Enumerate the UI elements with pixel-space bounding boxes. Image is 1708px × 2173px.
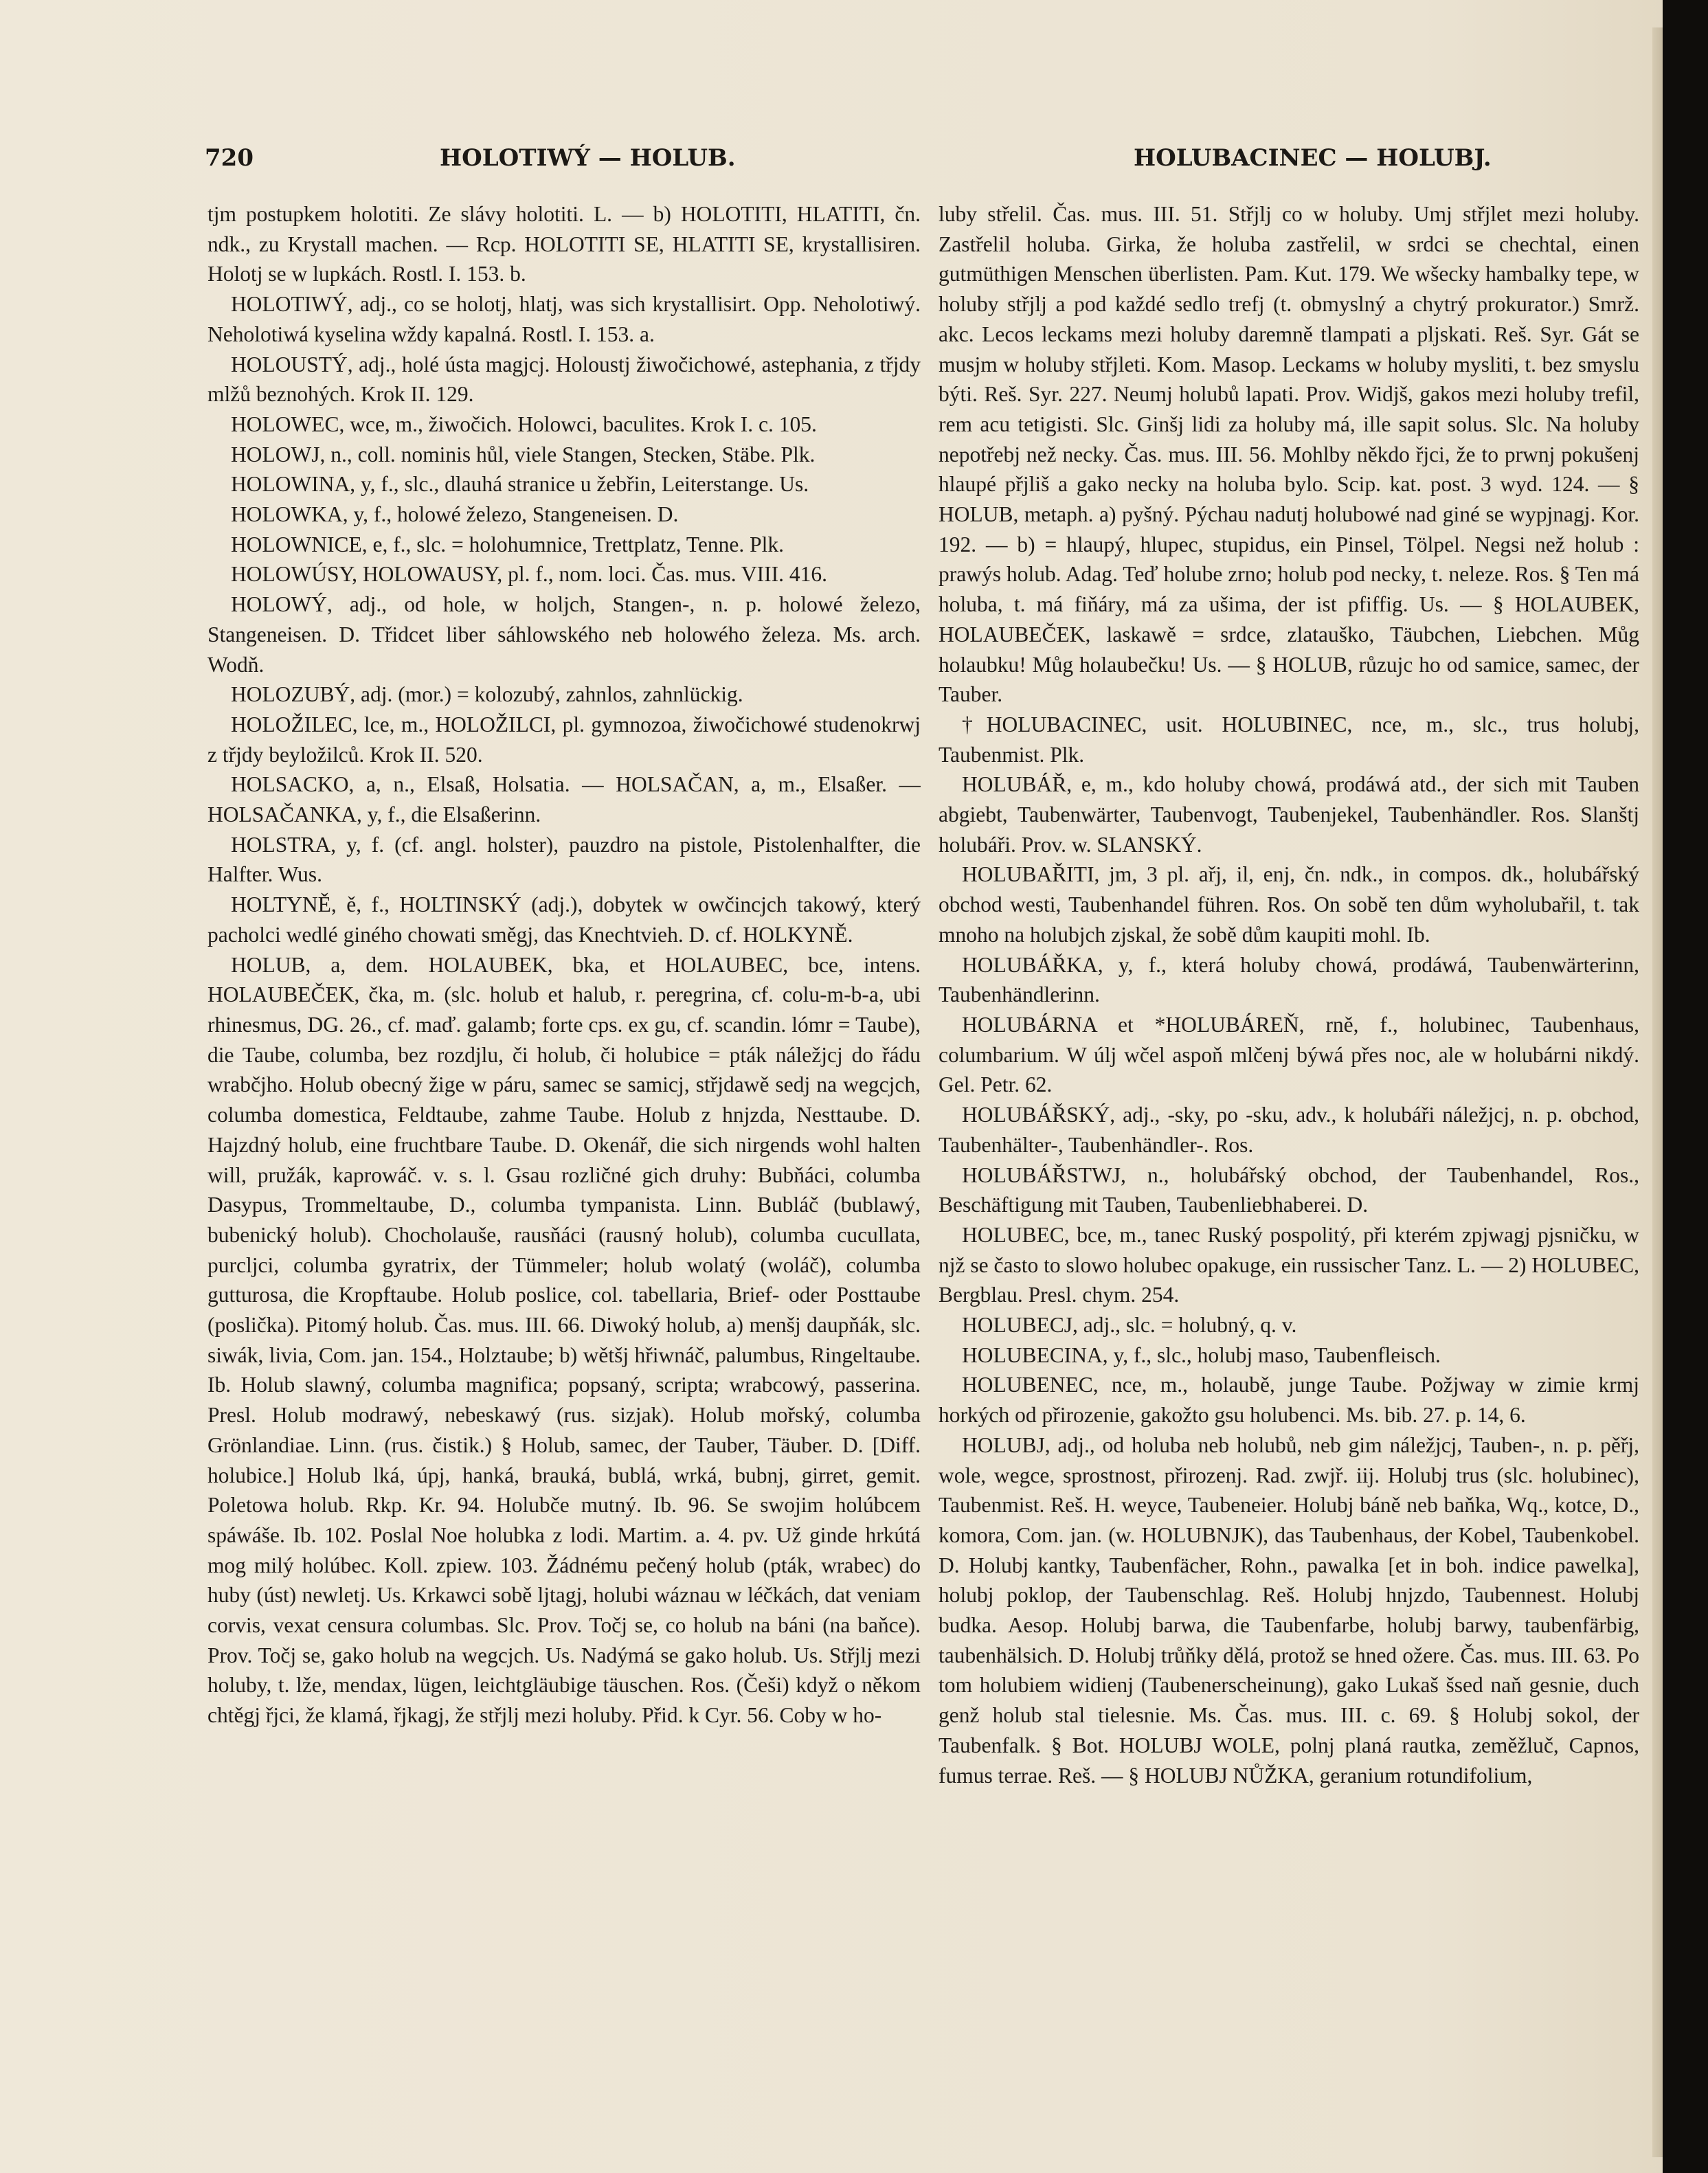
entry-holowy: HOLOWÝ, adj., od hole, w holjch, Stangen-, n. p. holowé železo, Stangeneisen. D. Třidcet liber sáhlowského neb holowého železa. Ms. arch. Wodň. <box>207 592 921 677</box>
running-header-left: HOLOTIWÝ — HOLUB. <box>440 144 736 172</box>
entry-holowec: HOLOWEC, wce, m., žiwočich. Holowci, baculites. Krok I. c. 105. <box>231 412 817 436</box>
left-column <box>207 199 921 2143</box>
entry-holousty: HOLOUSTÝ, adj., holé ústa magjcj. Holoustj žiwočichowé, astephania, z třjdy mlžů beznohých. Krok II. 129. <box>207 352 921 407</box>
entry-holstra: HOLSTRA, y, f. (cf. angl. holster), pauzdro na pistole, Pistolenhalfter, die Halfter. Wus. <box>207 832 921 887</box>
entry-holubecina: HOLUBECINA, y, f., slc., holubj maso, Taubenfleisch. <box>962 1342 1441 1367</box>
entry-holotiwy: HOLOTIWÝ, adj., co se holotj, hlatj, was sich krystallisirt. Opp. Neholotiwý. Neholotiwá kyselina wždy kapalná. Rostl. I. 153. a. <box>207 292 921 346</box>
running-header-right: HOLUBACINEC — HOLUBJ. <box>1134 144 1492 172</box>
entry-holubariti: HOLUBAŘITI, jm, 3 pl. ařj, il, enj, čn. ndk., in compos. dk., holubářský obchod westi, Taubenhandel führen. Ros. On sobě ten dům wyholubařil, t. tak mnoho na holubjch zjskal, že sobě dům kaupiti mohl. Ib. <box>939 862 1639 947</box>
entry-holtyne: HOLTYNĚ, ě, f., HOLTINSKÝ (adj.), dobytek w owčincjch takowý, který pacholci wedlé giného chowati směgj, das Knechtvieh. D. cf. HOLKYNĚ. <box>207 892 921 947</box>
entry-holubj: HOLUBJ, adj., od holuba neb holubů, neb gim náležjcj, Tauben-, n. p. pěřj, wole, wegce, sprostnost, přirozenj. Rad. zwjř. iij. Holubj trus (slc. holubinec), Taubenmist. Reš. H. weyce, Taubeneier. Holubj báně neb baňka, Wq., kotce, D., komora, Com. jan. (w. HOLUBNJK), das Taubenhaus, der Kobel, Taubenkobel. D. Holubj kantky, Taubenfächer, Rohn., pawalka [et in boh. indice pawelka], holubj poklop, der Taubenschlag. Reš. Holubj hnjzdo, Taubennest. Holubj budka. Aesop. Holubj barwa, die Taubenfarbe, holubj barwy, taubenfärbig, taubenhälsich. D. Holubj trůňky dělá, protož se hned ožere. Čas. mus. III. 63. Po tom holubiem widienj (Taubenerscheinung), gako Lukaš šsed naň gesnie, duch genž holub stal tielesnie. Ms. Čas. mus. III. c. 69. § Holubj sokol, der Taubenfalk. § Bot. HOLUBJ WOLE, polnj planá rautka, zeměžluč, Capnos, fumus terrae. Reš. — § HOLUBJ NŮŽKA, geranium rotundifolium, <box>939 1432 1639 1788</box>
entry-paragraph: tjm postupkem holotiti. Ze slávy holotiti. L. — b) HOLOTITI, HLATITI, čn. ndk., zu Krystall machen. — Rcp. HOLOTITI SE, HLATITI SE, krystallisiren. Holotj se w lupkách. Rostl. I. 153. b. <box>207 202 921 286</box>
entry-holubarka: HOLUBÁŘKA, y, f., která holuby chowá, prodáwá, Taubenwärterinn, Taubenhändlerinn. <box>939 952 1639 1007</box>
entry-holubar: HOLUBÁŘ, e, m., kdo holuby chowá, prodáwá atd., der sich mit Tauben abgiebt, Taubenwärter, Taubenvogt, Taubenjekel, Taubenhändler. Ros. Slanštj holubáři. Prov. w. SLANSKÝ. <box>939 772 1639 857</box>
entry-holowusy: HOLOWÚSY, HOLOWAUSY, pl. f., nom. loci. Čas. mus. VIII. 416. <box>231 562 827 587</box>
entry-holowka: HOLOWKA, y, f., holowé železo, Stangeneisen. D. <box>231 502 679 527</box>
entry-holubecj: HOLUBECJ, adj., slc. = holubný, q. v. <box>962 1313 1297 1338</box>
entry-holubenec: HOLUBENEC, nce, m., holaubě, junge Taube. Požjway w zimie krmj horkých od přirozenie, gakožto gsu holubenci. Ms. bib. 27. p. 14, 6. <box>939 1373 1639 1428</box>
book-gutter-shadow <box>1663 0 1708 2173</box>
entry-holub-continued: luby střelil. Čas. mus. III. 51. Střjlj co w holuby. Umj střjlet mezi holuby. Zastřelil holuba. Girka, že holuba zastřelil, w srdci se chechtal, einen gutmüthigen Menschen überlisten. Pam. Kut. 179. We wšecky hambalky tepe, w holuby střjlj a pod každé sedlo trefj (t. obmyslný a chytrý prokurator.) Smrž. akc. Lecos leckams mezi holuby daremně tlampati a pljskati. Reš. Syr. Gát se musjm w holuby střjleti. Kom. Masop. Leckams w holuby mysliti, t. bez smyslu býti. Reš. Syr. 227. Neumj holubů lapati. Prov. Widjš, gakos mezi holuby trefil, rem acu tetigisti. Slc. Ginšj lidi za holuby má, ille sapit solus. Slc. Na holuby nepotřebj než necky. Čas. mus. III. 56. Mohlby někdo řjci, že to prwnj pokušenj hlaupé přjliš a gako necky na holuba bylo. Scip. kat. post. 3 wyd. 124. — § HOLUB, metaph. a) pyšný. Pýchau nadutj holubowé nad giné se wypjnagj. Kor. 192. — b) = hlaupý, hlupec, stupidus, ein Pinsel, Tölpel. Negsi než holub : prawýs holub. Adag. Teď holube zrno; holub pod necky, t. neleze. Ros. § Ten má holuba, t. má fiňáry, má za ušima, der ist pfiffig. Us. — § HOLAUBEK, HOLAUBEČEK, laskawě = srdce, zlatauško, Täubchen, Liebchen. Můg holaubku! Můg holaubečku! Us. — § HOLUB, růzujc ho od samice, samec, der Tauber. <box>939 202 1639 707</box>
right-column <box>939 199 1639 2143</box>
entry-holubarstwj: HOLUBÁŘSTWJ, n., holubářský obchod, der Taubenhandel, Ros., Beschäftigung mit Tauben, Taubenliebhaberei. D. <box>939 1162 1639 1217</box>
entry-holubarna: HOLUBÁRNA et *HOLUBÁREŇ, rně, f., holubinec, Taubenhaus, columbarium. W úlj wčel aspoň mlčenj býwá přes noc, ale w holubárni nikdý. Gel. Petr. 62. <box>939 1012 1639 1097</box>
entry-holowina: HOLOWINA, y, f., slc., dlauhá stranice u žebřin, Leiterstange. Us. <box>231 472 809 497</box>
entry-holubarsky: HOLUBÁŘSKÝ, adj., -sky, po -sku, adv., k holubáři náležjcj, n. p. obchod, Taubenhälter-, Taubenhändler-. Ros. <box>939 1103 1639 1157</box>
entry-holowj: HOLOWJ, n., coll. nominis hůl, viele Stangen, Stecken, Stäbe. Plk. <box>231 442 816 466</box>
entry-holsacko: HOLSACKO, a, n., Elsaß, Holsatia. — HOLSAČAN, a, m., Elsaßer. — HOLSAČANKA, y, f., die Elsaßerinn. <box>207 772 921 827</box>
entry-holownice: HOLOWNICE, e, f., slc. = holohumnice, Trettplatz, Tenne. Plk. <box>231 532 784 556</box>
entry-holozuby: HOLOZUBÝ, adj. (mor.) = kolozubý, zahnlos, zahnlückig. <box>231 682 743 707</box>
entry-holozilec: HOLOŽILEC, lce, m., HOLOŽILCI, pl. gymnozoa, žiwočichowé studenokrwj z třjdy beyložilců. Krok II. 520. <box>207 712 921 767</box>
entry-holubec: HOLUBEC, bce, m., tanec Ruský pospolitý, při kterém zpjwagj pjsničku, w njž se často to slowo holubec opakuge, ein russischer Tanz. L. — 2) HOLUBEC, Bergblau. Presl. chym. 254. <box>939 1222 1639 1307</box>
entry-holub: HOLUB, a, dem. HOLAUBEK, bka, et HOLAUBEC, bce, intens. HOLAUBEČEK, čka, m. (slc. holub et halub, r. peregrina, cf. colu-m-b-a, ubi rhinesmus, DG. 26., cf. maď. galamb; forte cps. ex gu, cf. scandin. lómr = Taube), die Taube, columba, bez rozdjlu, či holub, či holubice = pták náležjcj do řádu wrabčjho. Holub obecný žige w páru, samec se samicj, střjdawě sedj na wegcjch, columba domestica, Feldtaube, zahme Taube. Holub z hnjzda, Nesttaube. D. Hajzdný holub, eine fruchtbare Taube. D. Okenář, die sich nirgends wohl halten will, pružák, kaprowáč. v. s. l. Gsau rozličné gich druhy: Bubňáci, columba Dasypus, Trommeltaube, D., columba tympanista. Linn. Bubláč (bublawý, bubenický holub). Chocholauše, rausňáci (rausný holub), columba cucullata, purcljci, columba gyratrix, der Tümmeler; holub wolatý (woláč), columba gutturosa, die Kropftaube. Holub poslice, col. tabellaria, Brief- oder Posttaube (poslička). Pitomý holub. Čas. mus. III. 66. Diwoký holub, a) menšj daupňák, slc. siwák, livia, Com. jan. 154., Holztaube; b) wětšj hřiwnáč, palumbus, Ringeltaube. Ib. Holub slawný, columba magnifica; popsaný, scripta; wrabcowý, passerina. Presl. Holub modrawý, nebeskawý (rus. sizjak). Holub mořský, columba Grönlandiae. Linn. (rus. čistik.) § Holub, samec, der Tauber, Täuber. D. [Diff. holubice.] Holub lká, úpj, hanká, brauká, bublá, wrká, bubnj, girret, gemit. Poletowa holub. Rkp. Kr. 94. Holubče mutný. Ib. 96. Se swojim holúbcem spáwáše. Ib. 102. Poslal Noe holubka z lodi. Martim. a. 4. pv. Už ginde hrkútá mog milý holúbec. Koll. zpiew. 103. Žádnému pečený holub (pták, wrabec) do huby (úst) newletj. Us. Krkawci sobě ljtagj, holubi wáznau w léčkách, dat veniam corvis, vexat censura columbas. Slc. Prov. Točj se, co holub na báni (na baňce). Prov. Točj se, gako holub na wegcjch. Us. Nadýmá se gako holub. Us. Střjlj mezi holuby, t. lže, mendax, lügen, leichtgläubige täuschen. Ros. (Češi) když o někom chtěgj řjci, že klamá, řjkagj, že střjlj mezi holuby. Přid. k Cyr. 56. Coby w ho- <box>207 952 921 1728</box>
entry-holubacinec: †HOLUBACINEC, usit. HOLUBINEC, nce, m., slc., trus holubj, Taubenmist. Plk. <box>939 712 1639 767</box>
page-number: 720 <box>205 144 254 172</box>
